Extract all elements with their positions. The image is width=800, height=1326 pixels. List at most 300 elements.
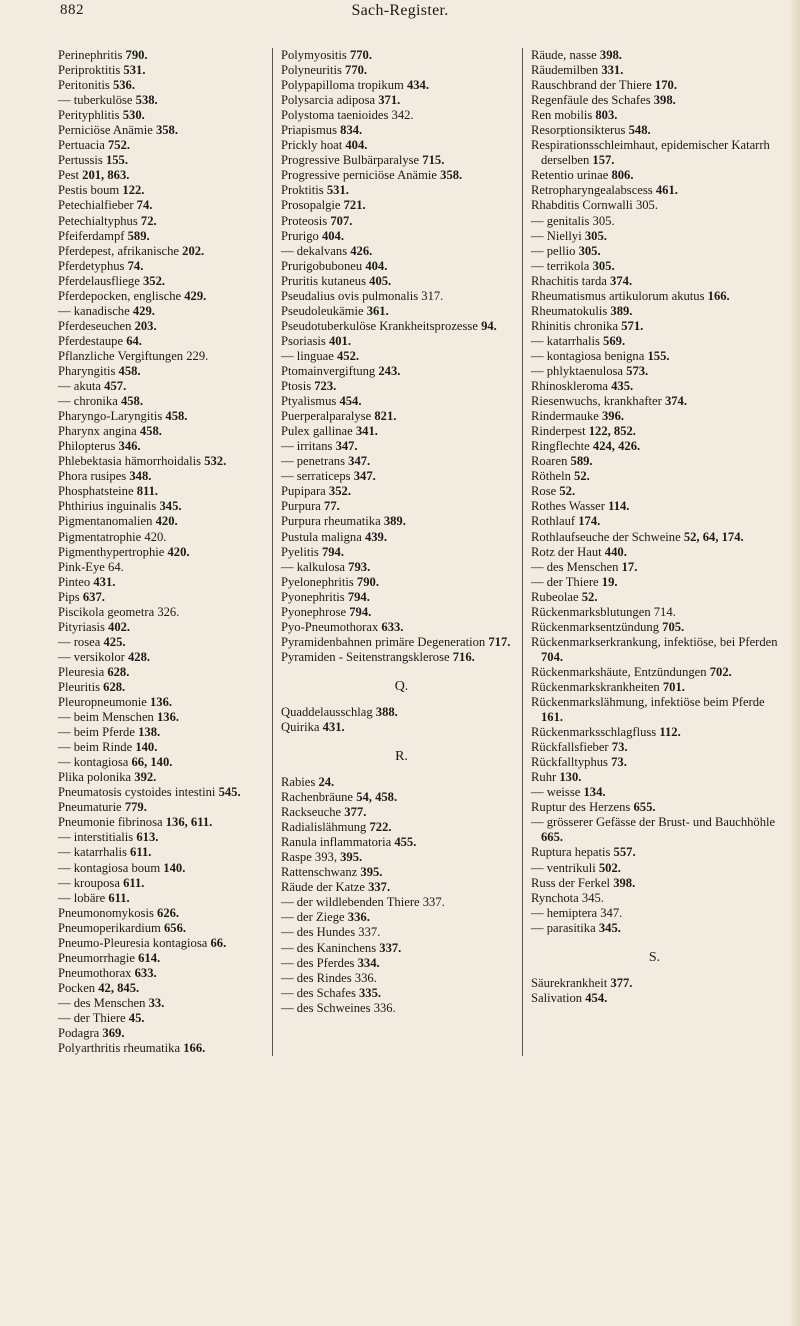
index-term: — irritans bbox=[281, 439, 336, 454]
index-entry bbox=[531, 876, 778, 891]
index-entry bbox=[531, 545, 778, 560]
index-term: Rachenbräune bbox=[281, 790, 357, 805]
index-page-ref: 377. bbox=[610, 975, 633, 990]
index-page-ref: 428. bbox=[127, 649, 151, 664]
index-entry bbox=[531, 469, 778, 484]
index-entry bbox=[281, 650, 522, 665]
index-term: Phora rusipes bbox=[58, 469, 130, 484]
index-entry bbox=[58, 183, 268, 198]
index-term: Pigmentatrophie 420. bbox=[58, 529, 167, 544]
index-term: Pityriasis bbox=[58, 619, 109, 634]
index-entry bbox=[531, 379, 778, 394]
index-page-ref: 779. bbox=[124, 800, 147, 815]
index-entry bbox=[58, 710, 268, 725]
index-entry bbox=[531, 921, 778, 936]
index-entry bbox=[531, 439, 778, 454]
index-term: Rotz der Haut bbox=[531, 544, 605, 559]
index-page-ref: 611. bbox=[108, 890, 130, 905]
index-entry bbox=[531, 198, 778, 213]
index-term: — des Schafes bbox=[281, 985, 359, 1000]
index-term: Prurigo bbox=[281, 228, 322, 243]
index-term: Pigmentanomalien bbox=[58, 514, 156, 529]
index-term: Pferdepocken, englische bbox=[58, 288, 185, 303]
index-entry bbox=[281, 484, 522, 499]
index-page-ref: 358. bbox=[155, 123, 178, 138]
index-entry bbox=[281, 895, 522, 910]
index-page-ref: 431. bbox=[322, 719, 345, 734]
index-entry bbox=[281, 168, 522, 183]
index-term: Pyelitis bbox=[281, 544, 322, 559]
index-entry bbox=[58, 921, 268, 936]
index-term: — serraticeps bbox=[281, 469, 354, 484]
index-term: — hemiptera 347. bbox=[531, 905, 623, 920]
index-page-ref: 707. bbox=[330, 213, 353, 228]
index-page-ref: 458. bbox=[118, 363, 141, 378]
index-entry bbox=[58, 800, 268, 815]
index-column-1 bbox=[58, 48, 272, 1056]
index-page-ref: 377. bbox=[344, 805, 367, 820]
index-entry bbox=[58, 78, 268, 93]
index-page-ref: 352. bbox=[142, 273, 166, 288]
index-page-ref: 404. bbox=[321, 228, 344, 243]
index-term: — des Hundes 337. bbox=[281, 925, 381, 940]
index-entry bbox=[58, 575, 268, 590]
index-page-ref: 439. bbox=[364, 529, 387, 544]
index-term: — genitalis 305. bbox=[531, 213, 615, 228]
index-entry bbox=[281, 214, 522, 229]
index-term: Pneumonie fibrinosa bbox=[58, 815, 166, 830]
index-term: Rothes Wasser bbox=[531, 499, 609, 514]
index-entry bbox=[281, 439, 522, 454]
index-entry bbox=[281, 424, 522, 439]
index-term: Pferdeseuchen bbox=[58, 318, 135, 333]
index-page-ref: 42, 845. bbox=[98, 980, 140, 995]
index-term: Perityphlitis bbox=[58, 108, 123, 123]
index-page-ref: 790. bbox=[125, 48, 148, 62]
index-term: Pleuresia bbox=[58, 664, 108, 679]
index-entry bbox=[281, 499, 522, 514]
index-page-ref: 33. bbox=[148, 995, 165, 1010]
index-entry bbox=[281, 941, 522, 956]
index-term: Peritonitis bbox=[58, 78, 113, 93]
index-page-ref: 201, 863. bbox=[82, 168, 130, 183]
index-page-ref: 389. bbox=[383, 514, 406, 529]
index-term: — der Ziege bbox=[281, 910, 348, 925]
index-page-ref: 834. bbox=[340, 123, 363, 138]
index-page-ref: 348. bbox=[129, 469, 152, 484]
index-entry bbox=[281, 775, 522, 790]
index-page-ref: 396. bbox=[602, 409, 625, 424]
index-term: Perinephritis bbox=[58, 48, 126, 62]
index-entry bbox=[58, 695, 268, 710]
index-term: Pharyngitis bbox=[58, 363, 119, 378]
index-entry bbox=[531, 364, 778, 379]
index-term: Regenfäule des Schafes bbox=[531, 93, 654, 108]
index-term: Pneumo-Pleuresia kontagiosa bbox=[58, 935, 211, 950]
index-term: Ranula inflammatoria bbox=[281, 835, 395, 850]
index-term: — linguae bbox=[281, 348, 337, 363]
index-page-ref: 94. bbox=[481, 318, 497, 333]
index-page-ref: 722. bbox=[369, 820, 392, 835]
index-entry bbox=[531, 575, 778, 590]
index-term: Säurekrankheit bbox=[531, 975, 611, 990]
index-entry bbox=[531, 63, 778, 78]
index-page-ref: 136, 611. bbox=[165, 815, 213, 830]
index-entry bbox=[531, 590, 778, 605]
index-term: Petechialtyphus bbox=[58, 213, 141, 228]
index-entry bbox=[531, 394, 778, 409]
index-entry bbox=[281, 514, 522, 529]
index-page-ref: 398. bbox=[599, 48, 622, 62]
index-term: — lobäre bbox=[58, 890, 109, 905]
index-entry bbox=[531, 695, 778, 725]
index-term: Rhabditis Cornwalli 305. bbox=[531, 198, 658, 213]
index-entry bbox=[531, 319, 778, 334]
running-head: Sach-Register. bbox=[351, 2, 449, 19]
index-entry bbox=[58, 815, 268, 830]
index-page-ref: 770. bbox=[345, 63, 368, 78]
index-page-ref: 404. bbox=[345, 138, 368, 153]
index-page-ref: 637. bbox=[82, 589, 105, 604]
index-page-ref: 54, 458. bbox=[356, 790, 398, 805]
index-page-ref: 369. bbox=[102, 1026, 125, 1041]
index-entry bbox=[281, 409, 522, 424]
index-term: Pupipara bbox=[281, 484, 329, 499]
index-page-ref: 140. bbox=[163, 860, 186, 875]
index-page-ref: 806. bbox=[611, 168, 634, 183]
index-entry bbox=[281, 835, 522, 850]
index-term: Rabies bbox=[281, 775, 319, 790]
index-page-ref: 337. bbox=[379, 940, 402, 955]
index-entry bbox=[281, 289, 522, 304]
index-entry bbox=[531, 78, 778, 93]
index-term: Pulex gallinae bbox=[281, 424, 356, 439]
index-term: — chronika bbox=[58, 394, 121, 409]
index-page-ref: 52, 64, 174. bbox=[683, 529, 744, 544]
index-page-ref: 705. bbox=[662, 619, 685, 634]
index-term: Pyramidenbahnen primäre Degeneration bbox=[281, 634, 489, 649]
index-term: Ringflechte bbox=[531, 439, 593, 454]
index-entry bbox=[531, 214, 778, 229]
index-term: Rynchota 345. bbox=[531, 890, 604, 905]
index-term: Prosopalgie bbox=[281, 198, 344, 213]
index-term: Prurigobuboneu bbox=[281, 258, 366, 273]
index-entry bbox=[58, 364, 268, 379]
index-entry bbox=[281, 720, 522, 735]
index-term: Salivation bbox=[531, 990, 586, 1005]
index-term: Pyonephrose bbox=[281, 604, 350, 619]
index-entry bbox=[58, 334, 268, 349]
index-page-ref: 335. bbox=[359, 985, 382, 1000]
index-entry bbox=[281, 48, 522, 63]
index-term: Proteosis bbox=[281, 213, 331, 228]
index-term: — akuta bbox=[58, 379, 105, 394]
index-page-ref: 811. bbox=[136, 484, 159, 499]
index-page-ref: 571. bbox=[621, 318, 644, 333]
index-entry bbox=[531, 861, 778, 876]
index-term: Priapismus bbox=[281, 123, 341, 138]
index-entry bbox=[531, 259, 778, 274]
index-term: Puerperalparalyse bbox=[281, 409, 375, 424]
index-term: — phlyktaenulosa bbox=[531, 363, 627, 378]
index-entry bbox=[58, 1041, 268, 1056]
index-page-ref: 721. bbox=[343, 198, 366, 213]
index-term: — des Pferdes bbox=[281, 955, 358, 970]
index-term: Pigmenthypertrophie bbox=[58, 544, 168, 559]
index-term: Polypapilloma tropikum bbox=[281, 78, 407, 93]
index-page-ref: 455. bbox=[394, 835, 417, 850]
index-page-ref: 454. bbox=[585, 990, 608, 1005]
index-page-ref: 611. bbox=[130, 845, 152, 860]
index-term: Pseudoleukämie bbox=[281, 303, 367, 318]
index-term: Ruptur des Herzens bbox=[531, 800, 634, 815]
index-term: — kontagiosa boum bbox=[58, 860, 164, 875]
index-page-ref: 52. bbox=[574, 469, 590, 484]
index-term: Räudemilben bbox=[531, 63, 602, 78]
index-term: Rothlaufseuche der Schweine bbox=[531, 529, 684, 544]
index-page-ref: 352. bbox=[328, 484, 351, 499]
index-entry bbox=[58, 229, 268, 244]
index-term: Rötheln bbox=[531, 469, 575, 484]
index-entry bbox=[58, 830, 268, 845]
index-page-ref: 532. bbox=[204, 454, 227, 469]
index-page-ref: 73. bbox=[611, 740, 628, 755]
index-entry bbox=[531, 514, 778, 529]
index-page-ref: 157. bbox=[592, 153, 615, 168]
index-page-ref: 305. bbox=[584, 228, 607, 243]
index-page-ref: 770. bbox=[349, 48, 372, 62]
index-term: Ptosis bbox=[281, 379, 315, 394]
index-page-ref: 536. bbox=[112, 78, 135, 93]
index-page-ref: 17. bbox=[621, 559, 638, 574]
index-entry bbox=[531, 183, 778, 198]
index-entry bbox=[58, 530, 268, 545]
index-term: Polyarthritis rheumatika bbox=[58, 1041, 184, 1056]
index-entry bbox=[58, 665, 268, 680]
index-page-ref: 161. bbox=[541, 710, 564, 725]
index-term: Rückenmarksentzündung bbox=[531, 619, 663, 634]
index-term: Progressive perniciöse Anämie bbox=[281, 168, 441, 183]
index-page-ref: 136. bbox=[156, 710, 180, 725]
index-page-ref: 358. bbox=[440, 168, 463, 183]
section-letter: S. bbox=[648, 949, 661, 965]
index-page-ref: 723. bbox=[314, 379, 337, 394]
index-term: Rubeolae bbox=[531, 589, 582, 604]
index-page-ref: 429. bbox=[132, 303, 155, 318]
index-entry bbox=[531, 976, 778, 991]
index-entry bbox=[531, 755, 778, 770]
index-page-ref: 589. bbox=[570, 454, 593, 469]
index-page-ref: 305. bbox=[578, 243, 601, 258]
index-page-ref: 402. bbox=[108, 619, 131, 634]
index-entry bbox=[58, 936, 268, 951]
index-term: Phosphatsteine bbox=[58, 484, 137, 499]
index-page-ref: 794. bbox=[349, 604, 372, 619]
index-term: Pips bbox=[58, 589, 83, 604]
index-term: Pruritis kutaneus bbox=[281, 273, 370, 288]
index-page-ref: 334. bbox=[357, 955, 380, 970]
index-term: Perniciöse Anämie bbox=[58, 123, 156, 138]
index-page-ref: 548. bbox=[628, 123, 651, 138]
index-term: — parasitika bbox=[531, 920, 599, 935]
index-page-ref: 545. bbox=[218, 785, 241, 800]
index-entry bbox=[281, 545, 522, 560]
index-entry bbox=[531, 454, 778, 469]
index-entry bbox=[58, 259, 268, 274]
index-term: Rose bbox=[531, 484, 560, 499]
index-page-ref: 66, 140. bbox=[131, 755, 173, 770]
index-term: Pneumothorax bbox=[58, 965, 135, 980]
index-entry bbox=[58, 439, 268, 454]
index-page-ref: 790. bbox=[356, 574, 379, 589]
index-entry bbox=[531, 484, 778, 499]
index-page-ref: 794. bbox=[347, 589, 370, 604]
index-term: Pneumatosis cystoides intestini bbox=[58, 785, 219, 800]
index-term: Pinteo bbox=[58, 574, 94, 589]
index-page-ref: 203. bbox=[134, 318, 157, 333]
index-page-ref: 424, 426. bbox=[592, 439, 641, 454]
section-letter: R. bbox=[395, 749, 408, 765]
index-page-ref: 345. bbox=[159, 499, 182, 514]
index-entry bbox=[58, 951, 268, 966]
index-entry bbox=[281, 530, 522, 545]
index-page-ref: 431. bbox=[93, 574, 116, 589]
index-page-ref: 405. bbox=[369, 273, 392, 288]
index-page-ref: 174. bbox=[578, 514, 601, 529]
index-term: Ptomainvergiftung bbox=[281, 363, 379, 378]
index-term: Pleuropneumonie bbox=[58, 695, 150, 710]
index-entry bbox=[58, 635, 268, 650]
index-entry bbox=[281, 379, 522, 394]
index-term: Rhachitis tarda bbox=[531, 273, 611, 288]
index-entry bbox=[58, 48, 268, 63]
index-term: Pferdelausfliege bbox=[58, 273, 143, 288]
index-term: — interstitialis bbox=[58, 830, 137, 845]
index-entry bbox=[531, 815, 778, 845]
index-entry bbox=[281, 63, 522, 78]
index-entry bbox=[281, 364, 522, 379]
index-page-ref: 530. bbox=[122, 108, 145, 123]
index-page-ref: 656. bbox=[163, 920, 187, 935]
index-page-ref: 461. bbox=[655, 183, 678, 198]
index-page-ref: 457. bbox=[104, 379, 127, 394]
index-entry bbox=[281, 956, 522, 971]
index-entry bbox=[58, 93, 268, 108]
index-term: Pestis boum bbox=[58, 183, 123, 198]
index-page-ref: 398. bbox=[613, 875, 636, 890]
index-entry bbox=[281, 575, 522, 590]
index-term: — ventrikuli bbox=[531, 860, 599, 875]
index-entry bbox=[281, 349, 522, 364]
index-entry bbox=[281, 304, 522, 319]
index-term: Ruptura hepatis bbox=[531, 845, 614, 860]
index-entry bbox=[58, 740, 268, 755]
index-term: Phlebektasia hämorrhoidalis bbox=[58, 454, 205, 469]
index-entry bbox=[58, 545, 268, 560]
index-page-ref: 395. bbox=[340, 850, 363, 865]
index-term: Pink-Eye 64. bbox=[58, 559, 124, 574]
index-term: — katarrhalis bbox=[58, 845, 131, 860]
index-term: Rhinitis chronika bbox=[531, 318, 622, 333]
index-entry bbox=[281, 620, 522, 635]
index-entry bbox=[531, 605, 778, 620]
index-term: Pest bbox=[58, 168, 83, 183]
index-term: Rinderpest bbox=[531, 424, 589, 439]
index-term: — beim Pferde bbox=[58, 725, 139, 740]
index-entry bbox=[531, 620, 778, 635]
index-entry bbox=[281, 78, 522, 93]
index-entry bbox=[58, 123, 268, 138]
index-entry bbox=[531, 334, 778, 349]
index-term: Pleuritis bbox=[58, 679, 104, 694]
index-term: Prickly hoat bbox=[281, 138, 346, 153]
index-term: — kontagiosa benigna bbox=[531, 348, 648, 363]
index-page-ref: 404. bbox=[365, 258, 388, 273]
index-term: Pyo-Pneumothorax bbox=[281, 619, 382, 634]
index-page-ref: 665. bbox=[541, 830, 564, 845]
index-term: — dekalvans bbox=[281, 243, 351, 258]
index-entry bbox=[281, 635, 522, 650]
index-term: Rückfallsfieber bbox=[531, 740, 612, 755]
index-page-ref: 633. bbox=[381, 619, 404, 634]
index-page-ref: 793. bbox=[348, 559, 371, 574]
index-page-ref: 821. bbox=[374, 409, 397, 424]
index-term: Pertussis bbox=[58, 153, 106, 168]
index-page-ref: 633. bbox=[134, 965, 157, 980]
index-page-ref: 66. bbox=[210, 935, 227, 950]
index-entry bbox=[58, 168, 268, 183]
index-page-ref: 389. bbox=[610, 303, 633, 318]
index-entry bbox=[281, 850, 522, 865]
index-term: Pneumoperikardium bbox=[58, 920, 164, 935]
index-term: Quirika bbox=[281, 719, 323, 734]
index-entry bbox=[58, 680, 268, 695]
index-page-ref: 371. bbox=[378, 93, 401, 108]
index-page-ref: 305. bbox=[592, 258, 615, 273]
index-term: Respirationsschleimhaut, epidemischer Katarrh derselben bbox=[531, 138, 770, 168]
index-entry bbox=[281, 880, 522, 895]
index-term: Piscikola geometra 326. bbox=[58, 604, 180, 619]
index-page-ref: 803. bbox=[595, 108, 618, 123]
index-entry bbox=[58, 394, 268, 409]
index-term: Ptyalismus bbox=[281, 394, 340, 409]
index-term: Rückfalltyphus bbox=[531, 755, 612, 770]
index-page-ref: 341. bbox=[355, 424, 378, 439]
index-entry bbox=[531, 229, 778, 244]
index-entry bbox=[281, 469, 522, 484]
index-term: — beim Rinde bbox=[58, 740, 136, 755]
index-term: Rothlauf bbox=[531, 514, 579, 529]
index-entry bbox=[281, 605, 522, 620]
index-term: Räude, nasse bbox=[531, 48, 600, 62]
index-entry bbox=[531, 560, 778, 575]
index-entry bbox=[281, 910, 522, 925]
index-term: Rauschbrand der Thiere bbox=[531, 78, 655, 93]
index-term: Pharyngo-Laryngitis bbox=[58, 409, 166, 424]
index-term: Periproktitis bbox=[58, 63, 124, 78]
index-page-ref: 130. bbox=[559, 770, 582, 785]
index-entry bbox=[58, 214, 268, 229]
index-entry bbox=[281, 229, 522, 244]
index-page-ref: 166. bbox=[707, 288, 730, 303]
index-entry bbox=[58, 770, 268, 785]
index-page-ref: 573. bbox=[626, 363, 649, 378]
index-entry bbox=[58, 409, 268, 424]
index-page-ref: 347. bbox=[348, 454, 371, 469]
index-term: Petechialfieber bbox=[58, 198, 137, 213]
index-entry bbox=[281, 123, 522, 138]
index-term: Pocken bbox=[58, 980, 99, 995]
